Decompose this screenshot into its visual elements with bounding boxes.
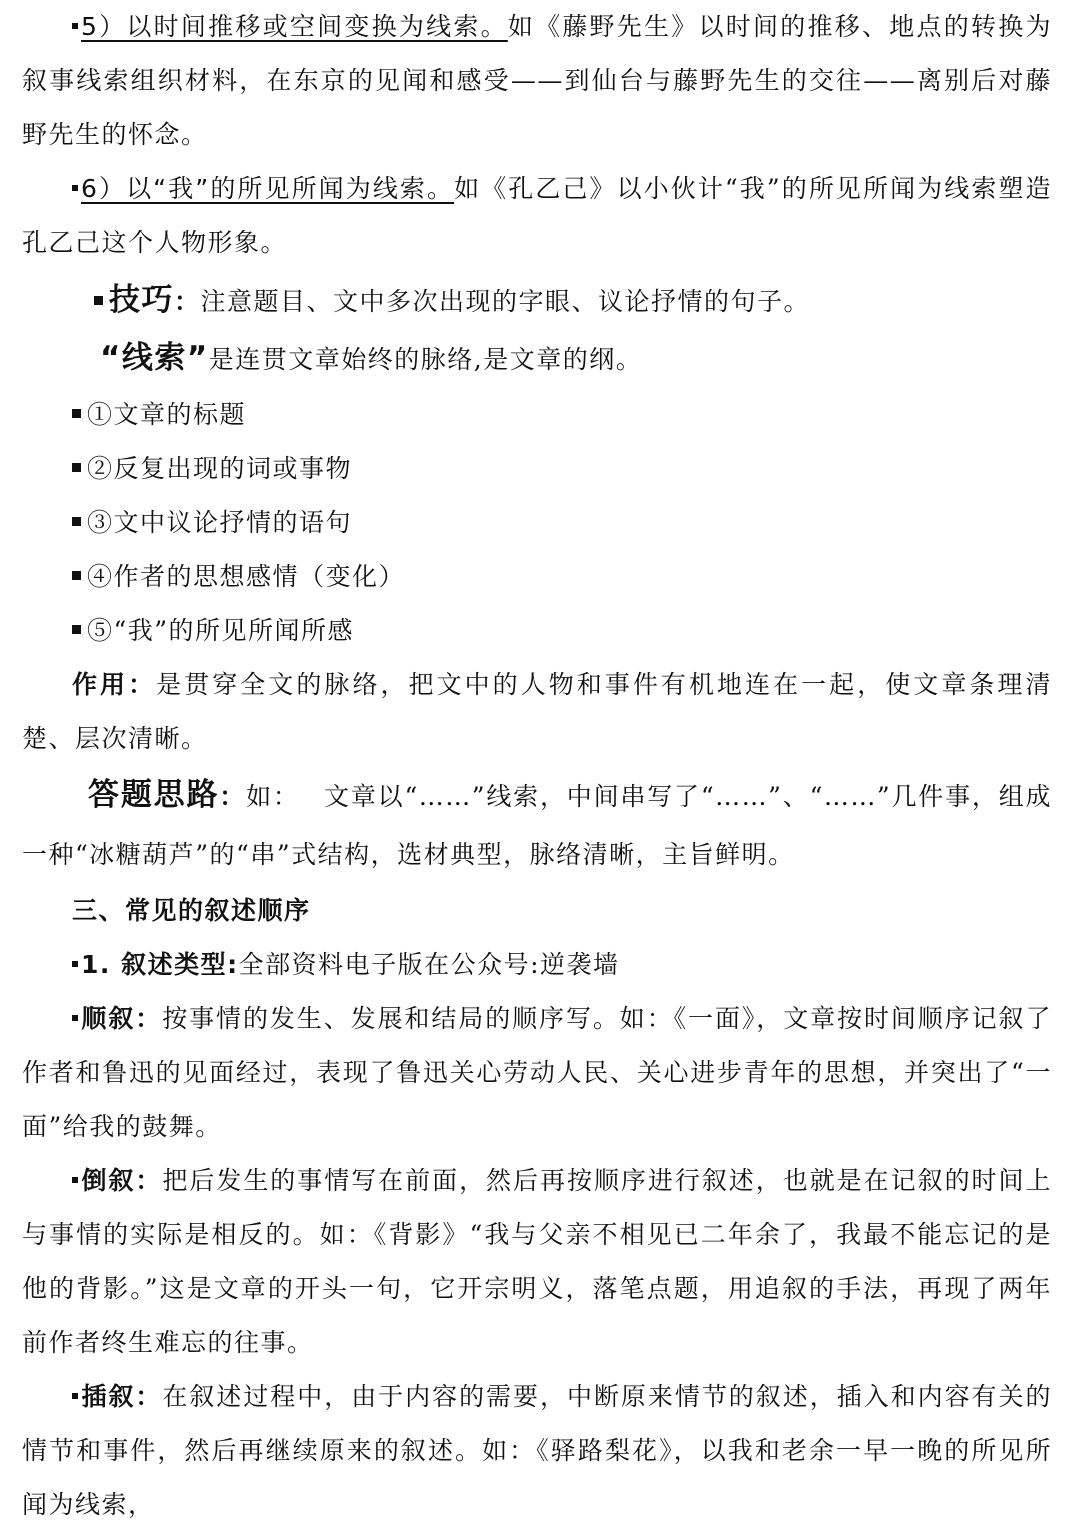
effect-text: 是贯穿全文的脉络，把文中的人物和事件有机地连在一起，使文章条理清楚、层次清晰。 xyxy=(22,670,1052,753)
list-item-text: ①文章的标题 xyxy=(87,400,247,429)
interpolation-label: 插叙 xyxy=(81,1382,136,1411)
bullet-square-icon xyxy=(72,185,78,191)
answer-colon: ： xyxy=(219,782,247,811)
answer-lead: 如： xyxy=(246,782,300,811)
bullet-square-icon xyxy=(72,409,81,418)
answer-text: 文章以“……”线索，中间串写了“……”、“……”几件事，组成一种“冰糖葫芦”的“串”式结构，选材典型，脉络清晰，主旨鲜明。 xyxy=(22,782,1053,869)
paragraph-tips xyxy=(22,272,1052,330)
list-item xyxy=(22,604,1052,658)
narration-types-label: 1. 叙述类型: xyxy=(81,950,239,979)
chronological-text: 按事情的发生、发展和结局的顺序写。如：《一面》，文章按时间顺序记叙了作者和鲁迅的见面经过，表现了鲁迅关心劳动人民、关心进步青年的思想，并突出了“一面”给我的鼓舞。 xyxy=(22,1004,1052,1141)
list-item xyxy=(22,550,1052,604)
clue-source-list xyxy=(22,388,1052,658)
tips-label: 技巧 xyxy=(109,282,174,318)
paragraph-interpolation xyxy=(22,1370,1052,1532)
clue-time-space-text: 如《藤野先生》以时间的推移、地点的转换为叙事线索组织材料，在东京的见闻和感受——到仙台与藤野先生的交往——离别后对藤野先生的怀念。 xyxy=(22,12,1052,149)
list-item-text: ⑤“我”的所见所闻所感 xyxy=(87,616,355,645)
list-item-text: ③文中议论抒情的语句 xyxy=(87,508,353,537)
clue-definition-text: 是连贯文章始终的脉络,是文章的纲。 xyxy=(208,345,643,374)
narration-types-text: 全部资料电子版在公众号:逆袭墙 xyxy=(238,950,620,979)
interpolation-colon: ： xyxy=(135,1382,163,1411)
tips-colon: ： xyxy=(174,287,201,316)
answer-label: 答题思路 xyxy=(88,777,220,813)
flashback-text: 把后发生的事情写在前面，然后再按顺序进行叙述，也就是在记叙的时间上与事情的实际是相反的。如：《背影》“我与父亲不相见已二年余了，我最不能忘记的是他的背影。”这是文章的开头一句，它开宗明义，落笔点题，用追叙的手法，再现了两年前作者终生难忘的往事。 xyxy=(22,1166,1052,1357)
paragraph-answer-approach xyxy=(22,766,1052,884)
list-item xyxy=(22,442,1052,496)
bullet-square-icon xyxy=(72,1177,78,1183)
bullet-square-icon xyxy=(72,463,81,472)
chronological-colon: ： xyxy=(135,1004,163,1033)
flashback-colon: ： xyxy=(135,1166,163,1195)
bullet-square-icon xyxy=(72,1015,78,1021)
chronological-label: 顺叙 xyxy=(81,1004,136,1033)
paragraph-chronological xyxy=(22,992,1052,1154)
bullet-square-icon xyxy=(72,625,81,634)
bullet-square-icon xyxy=(72,571,81,580)
paragraph-clue-definition xyxy=(22,330,1052,388)
bullet-square-icon xyxy=(94,296,103,305)
section-title: 三、常见的叙述顺序 xyxy=(72,896,311,925)
paragraph-clue-first-person xyxy=(22,162,1052,270)
list-item xyxy=(22,388,1052,442)
tips-text: 注意题目、文中多次出现的字眼、议论抒情的句子。 xyxy=(200,287,811,316)
paragraph-flashback xyxy=(22,1154,1052,1370)
bullet-square-icon xyxy=(72,23,78,29)
bullet-square-icon xyxy=(72,1393,78,1399)
clue-label: “线索” xyxy=(100,340,209,376)
paragraph-effect xyxy=(22,658,1052,766)
effect-colon: ： xyxy=(128,670,157,699)
clue-time-space-heading: 5）以时间推移或空间变换为线索。 xyxy=(81,12,508,41)
bullet-square-icon xyxy=(72,961,78,967)
list-item-text: ②反复出现的词或事物 xyxy=(87,454,353,483)
clue-first-person-heading: 6）以“我”的所见所闻为线索。 xyxy=(81,174,455,203)
clue-first-person-text: 如《孔乙己》以小伙计“我”的所见所闻为线索塑造孔乙己这个人物形象。 xyxy=(22,174,1052,257)
paragraph-clue-time-space xyxy=(22,0,1052,162)
flashback-label: 倒叙 xyxy=(81,1166,136,1195)
paragraph-narration-types xyxy=(22,938,1052,992)
interpolation-text: 在叙述过程中，由于内容的需要，中断原来情节的叙述，插入和内容有关的情节和事件，然后再继续原来的叙述。如：《驿路梨花》，以我和老余一早一晚的所见所闻为线索， xyxy=(22,1382,1052,1519)
bullet-square-icon xyxy=(72,517,81,526)
list-item-text: ④作者的思想感情（变化） xyxy=(87,562,406,591)
effect-label: 作用 xyxy=(72,670,129,699)
list-item xyxy=(22,496,1052,550)
